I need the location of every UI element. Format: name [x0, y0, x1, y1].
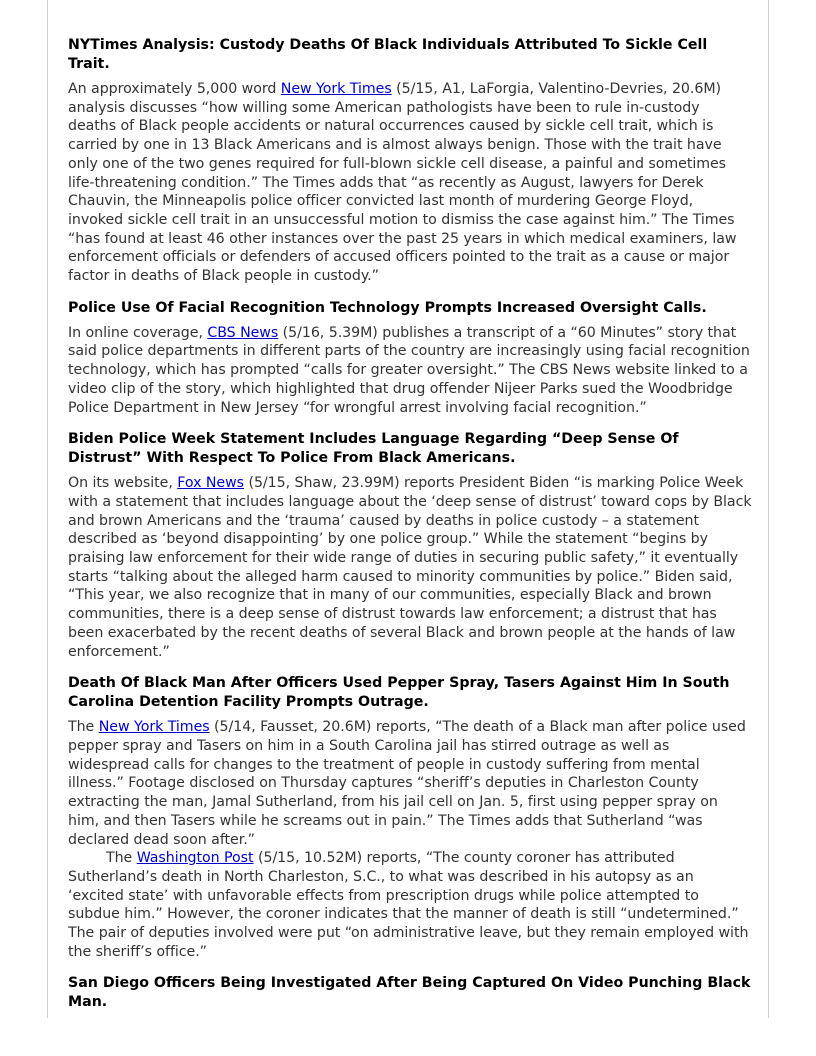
article-paragraph: In online coverage, CBS News (5/16, 5.39M) publishes a transcript of a “60 Minutes” story that said police departments in different parts of the country are increasingly using facial recognition technology, which has prompted “calls for greater oversight.” The CBS News website linked to a video clip of the story, which highlighted that drug offender Nijeer Parks sued the Woodbridge Police Department in New Jersey “for wrongful arrest involving facial recognition.” [68, 324, 750, 416]
article-south-carolina-death [68, 674, 752, 961]
source-link-fox-news[interactable]: Fox News [177, 475, 245, 492]
article-headline: Death Of Black Man After Officers Used Pepper Spray, Tasers Against Him In South Carolina Detention Facility Prompts Outrage. [68, 675, 730, 711]
article-sickle-cell [68, 36, 752, 286]
article-headline: NYTimes Analysis: Custody Deaths Of Black Individuals Attributed To Sickle Cell Trait. [68, 37, 708, 72]
article-paragraph: The New York Times (5/14, Fausset, 20.6M) reports, “The death of a Black man after police used pepper spray and Tasers on him in a South Carolina jail has stirred outrage as well as widespread calls for changes to the treatment of people in custody suffering from mental illness.” Footage disclosed on Thursday captures “sheriff’s deputies in Charleston County extracting the man, Jamal Sutherland, from his jail cell on Jan. 5, first using pepper spray on him, and then Tasers while he screams out in pain.” The Times adds that Sutherland “was declared dead soon after.” [68, 719, 746, 848]
article-headline: San Diego Officers Being Investigated After Being Captured On Video Punching Black Man. [68, 975, 751, 1011]
article-headline: Police Use Of Facial Recognition Technology Prompts Increased Oversight Calls. [68, 299, 707, 316]
article-paragraph: The Washington Post (5/15, 10.52M) reports, “The county coroner has attributed Sutherland’s death in North Charleston, S.C., to what was described in his autopsy as an ‘excited state’ with unfavorable effects from prescription drugs while police attempted to subdue him.” However, the coroner indicates that the manner of death is still “undetermined.” The pair of deputies involved were put “on administrative leave, but they remain employed with the sheriff’s office.” [68, 850, 749, 960]
news-clip-page [68, 36, 752, 1025]
article-paragraph: An approximately 5,000 word New York Times (5/15, A1, LaForgia, Valentino-Devries, 20.6M) analysis discusses “how willing some American pathologists have been to rule in-custody deaths of Black people accidents or natural occurrences caused by sickle cell trait, which is carried by one in 13 Black Americans and is almost always benign. Those with the trait have only one of the two genes required for full-blown sickle cell disease, a painful and sometimes life-threatening condition.” The Times adds that “as recently as August, lawyers for Derek Chauvin, the Minneapolis police officer convicted last month of murdering George Floyd, invoked sickle cell trait in an unsuccessful motion to dismiss the case against him.” The Times “has found at least 46 other instances over the past 25 years in which medical examiners, law enforcement officials or defenders of accused officers pointed to the trait as a cause or major factor in deaths of Black people in custody.” [68, 81, 737, 285]
source-link-nytimes[interactable]: New York Times [98, 719, 210, 736]
left-margin-rule [47, 0, 48, 1018]
source-link-nytimes[interactable]: New York Times [280, 81, 392, 97]
article-paragraph: On its website, Fox News (5/15, Shaw, 23.99M) reports President Biden “is marking Police Week with a statement that includes language about the ‘deep sense of distrust’ toward cops by Black and brown Americans and the ‘trauma’ caused by deaths in police custody – a statement described as ‘beyond disappointing’ by one police group.” While the statement “begins by praising law enforcement for their wide range of duties in securing public safety,” it eventually starts “talking about the alleged harm caused to minority communities by police.” Biden said, “This year, we also recognize that in many of our communities, especially Black and brown communities, there is a deep sense of distrust towards law enforcement; a distrust that has been exacerbated by the recent deaths of several Black and brown people at the hands of law enforcement.” [68, 475, 752, 660]
source-link-cbs-news[interactable]: CBS News [207, 324, 279, 341]
article-facial-recognition [68, 299, 752, 418]
right-margin-rule [768, 0, 769, 1018]
article-biden-police-week [68, 430, 752, 661]
article-headline: Biden Police Week Statement Includes Language Regarding “Deep Sense Of Distrust” With Respect To Police From Black Americans. [68, 431, 679, 467]
source-link-washington-post[interactable]: Washington Post [136, 850, 254, 867]
article-san-diego-officers [68, 974, 752, 1012]
